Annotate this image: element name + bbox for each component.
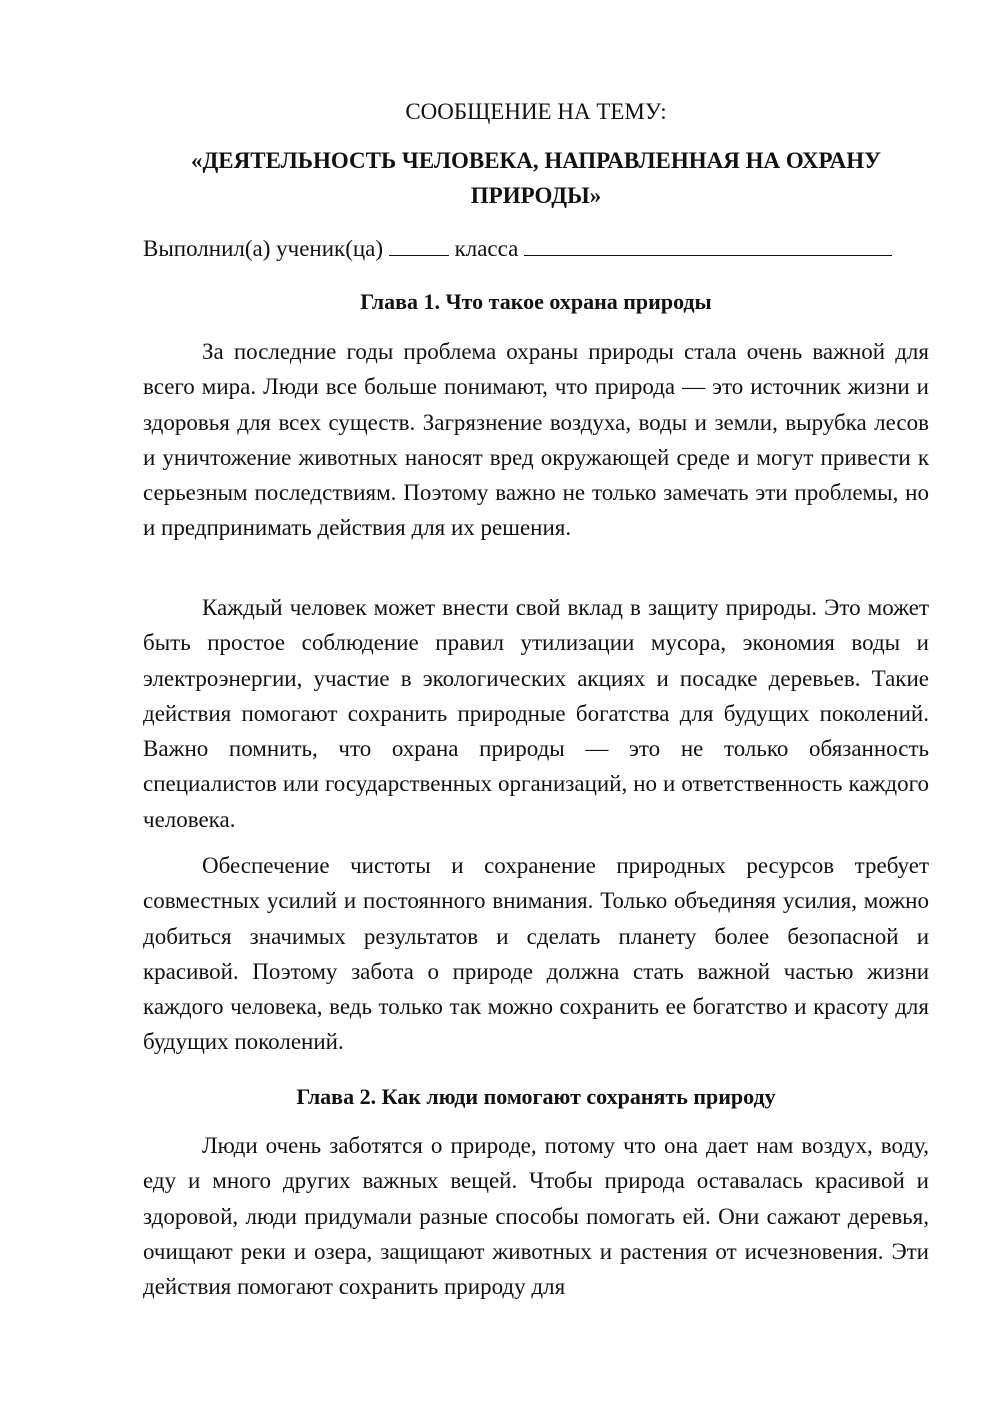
chapter-1-paragraph-2: Каждый человек может внести свой вклад в защиту природы. Это может быть простое соблюдение правил утилизации мусора, экономия воды и электроэнергии, участие в экологических акциях и посадке деревьев. Такие действия помогают сохранить природные богатства для будущих поколений. Важно помнить, что охрана природы — это не только обязанность специалистов или государственных организаций, но и ответственность каждого человека. bbox=[143, 595, 929, 832]
title-line-1: «ДЕЯТЕЛЬНОСТЬ ЧЕЛОВЕКА, НАПРАВЛЕННАЯ НА ОХРАНУ bbox=[190, 148, 882, 173]
document-title bbox=[143, 143, 929, 213]
signature-prefix: Выполнил(а) ученик(ца) bbox=[143, 236, 384, 261]
signature-line bbox=[143, 233, 929, 264]
class-label: класса bbox=[454, 236, 519, 261]
class-number-blank bbox=[389, 233, 449, 256]
title-line-2: ПРИРОДЫ» bbox=[470, 183, 602, 208]
student-name-blank bbox=[524, 233, 892, 256]
chapter-2-heading: Глава 2. Как люди помогают сохранять природу bbox=[296, 1084, 776, 1109]
chapter-1-paragraph-3: Обеспечение чистоты и сохранение природных ресурсов требует совместных усилий и постоянного внимания. Только объединяя усилия, можно добиться значимых результатов и сделать планету более безопасной и красивой. Поэтому забота о природе должна стать важной частью жизни каждого человека, ведь только так можно сохранить ее богатство и красоту для будущих поколений. bbox=[143, 853, 929, 1055]
chapter-1-paragraph-1: За последние годы проблема охраны природы стала очень важной для всего мира. Люди все больше понимают, что природа — это источник жизни и здоровья для всех существ. Загрязнение воздуха, воды и земли, вырубка лесов и уничтожение животных наносят вред окружающей среде и могут привести к серьезным последствиям. Поэтому важно не только замечать эти проблемы, но и предпринимать действия для их решения. bbox=[143, 339, 929, 541]
chapter-1-heading: Глава 1. Что такое охрана природы bbox=[360, 289, 712, 314]
chapter-2-paragraph-1: Люди очень заботятся о природе, потому что она дает нам воздух, воду, еду и много других важных вещей. Чтобы природа оставалась красивой и здоровой, люди придумали разные способы помогать ей. Они сажают деревья, очищают реки и озера, защищают животных и растения от исчезновения. Эти действия помогают сохранить природу для bbox=[143, 1133, 929, 1300]
topic-label: СООБЩЕНИЕ НА ТЕМУ: bbox=[405, 99, 667, 124]
